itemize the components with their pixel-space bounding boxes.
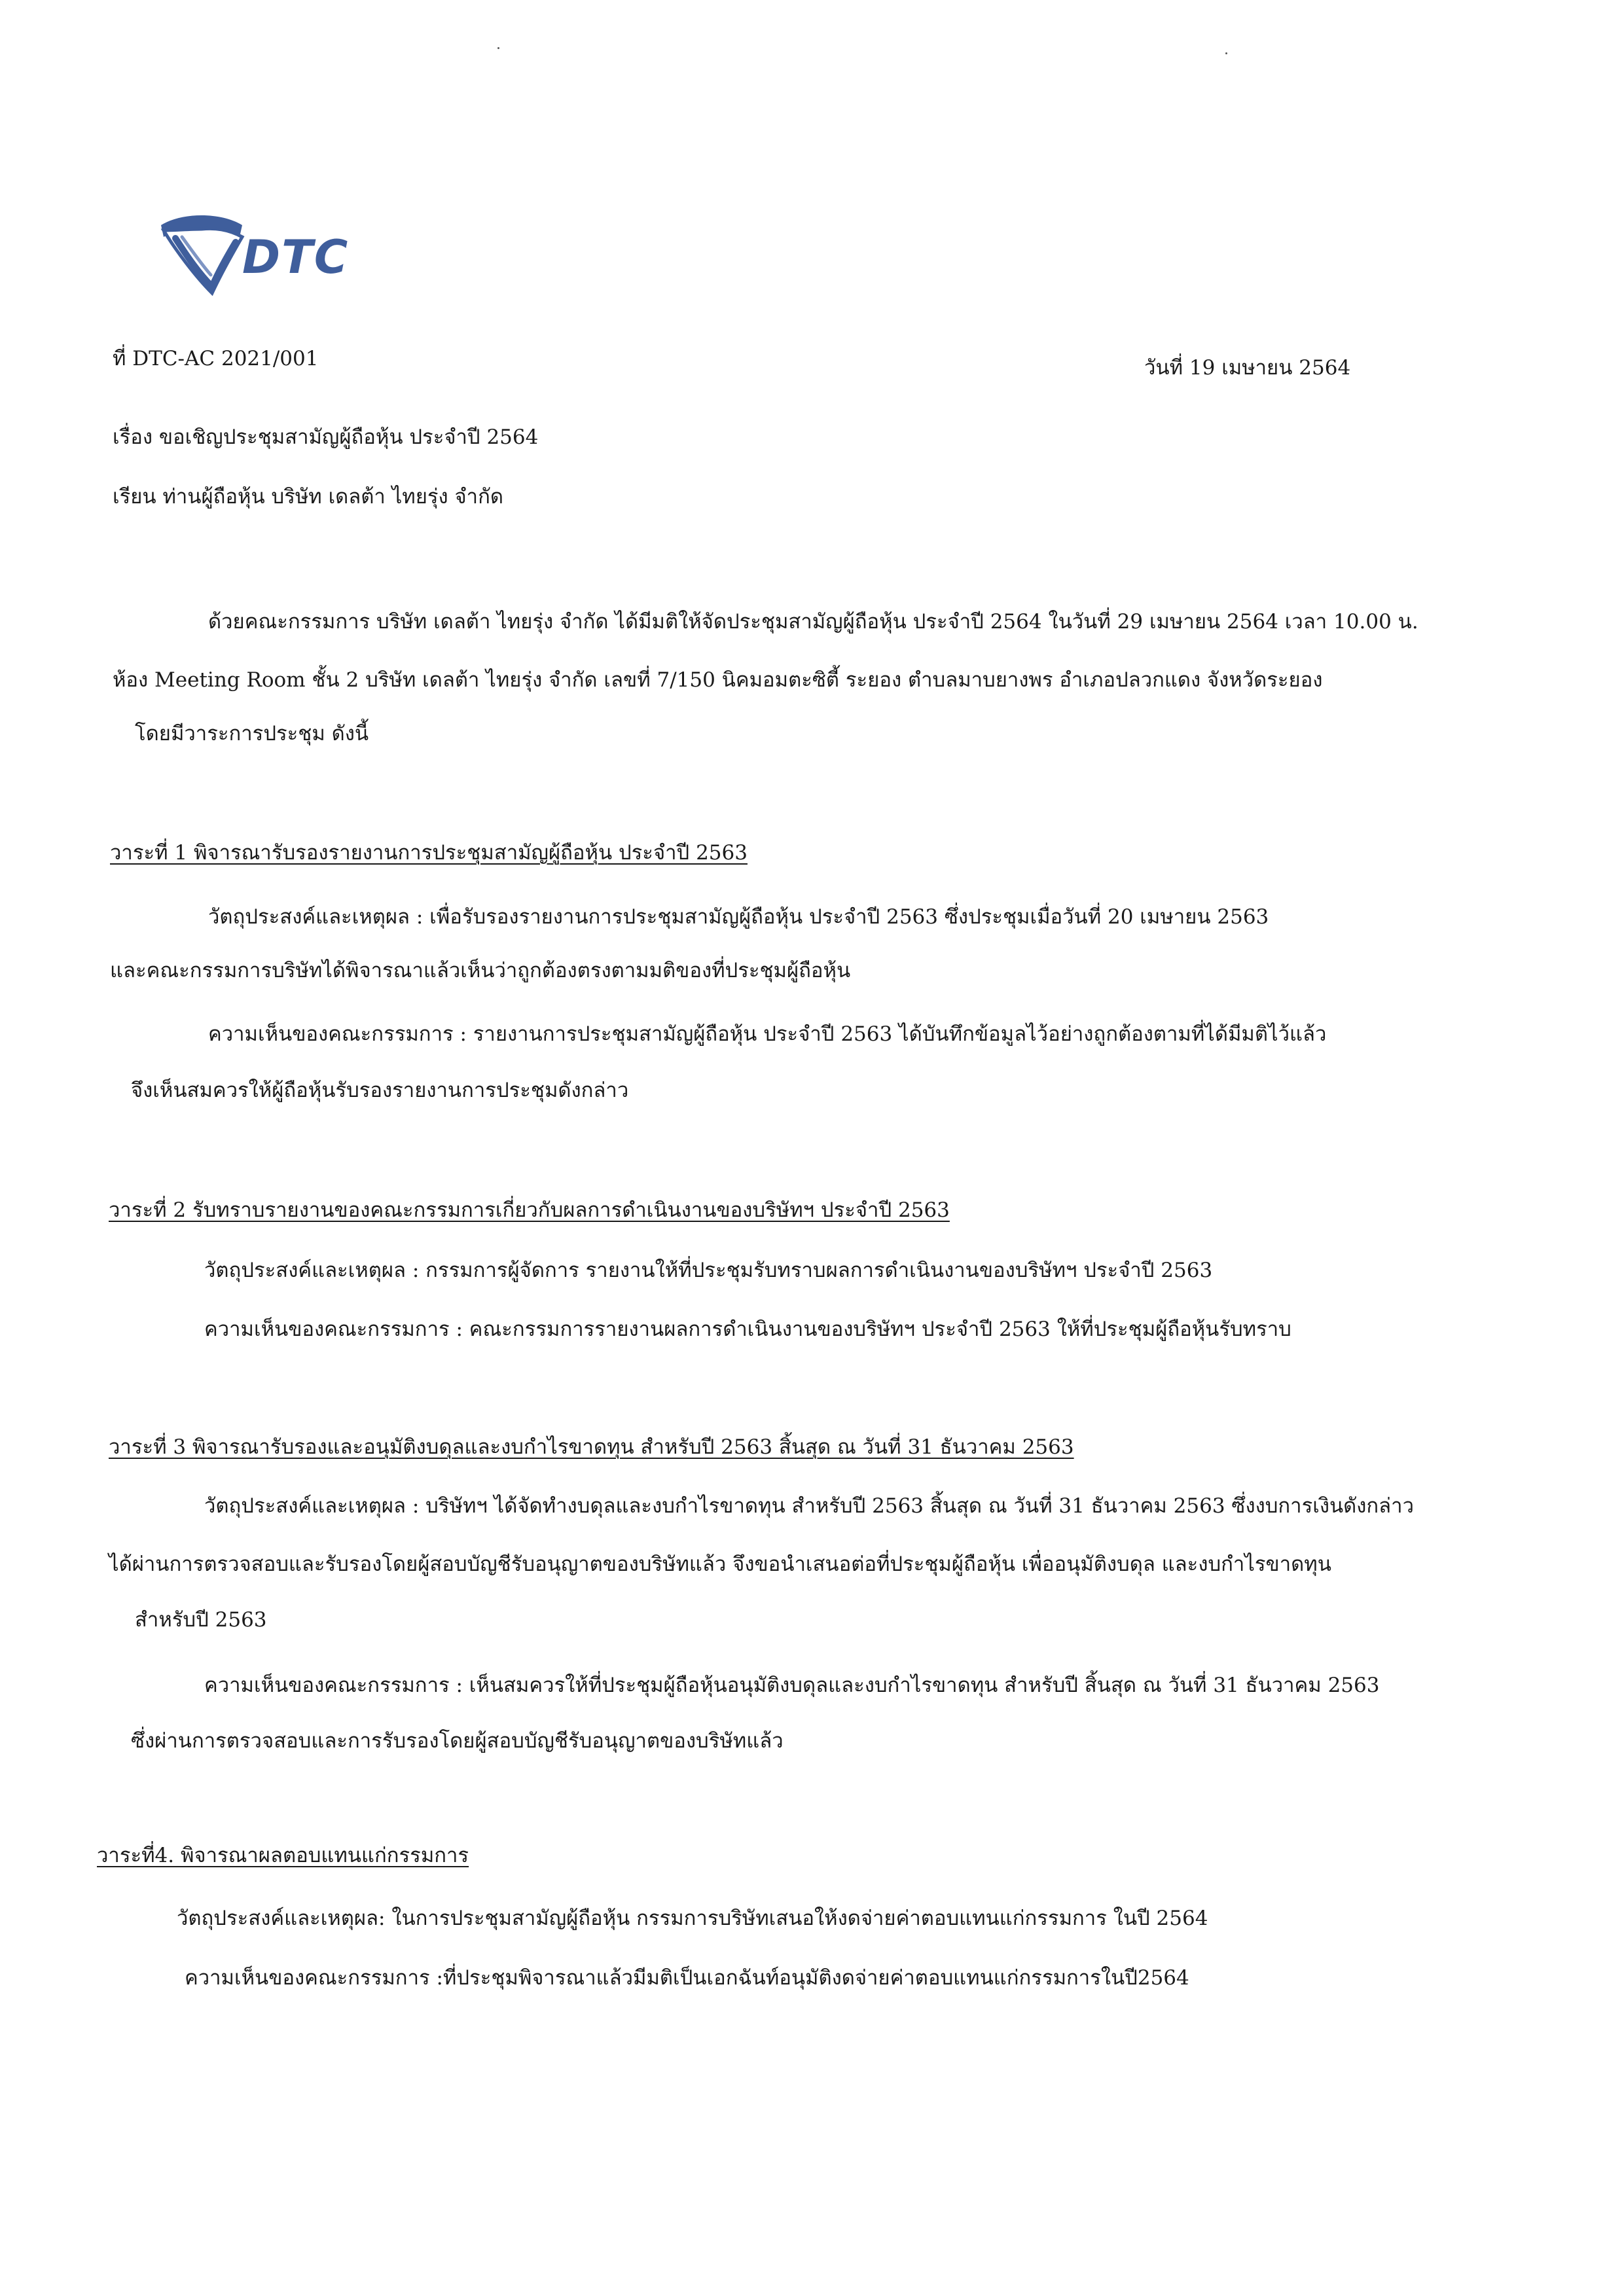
agenda-title: วาระที่ 1 พิจารณารับรองรายงานการประชุมสามัญผู้ถือหุ้น ประจำปี 2563: [110, 841, 748, 865]
agenda-line: ความเห็นของคณะกรรมการ : เห็นสมควรให้ที่ประชุมผู้ถือหุ้นอนุมัติงบดุลและงบกำไรขาดทุน สำหรับปี สิ้นสุด ณ วันที่ 31 ธันวาคม 2563: [204, 1674, 1380, 1697]
agenda-title: วาระที่4. พิจารณาผลตอบแทนแก่กรรมการ: [97, 1844, 469, 1867]
recipient-line: เรียน ท่านผู้ถือหุ้น บริษัท เดลต้า ไทยรุ่ง จำกัด: [113, 485, 503, 509]
agenda-line: สำหรับปี 2563: [135, 1608, 267, 1632]
intro-line: โดยมีวาระการประชุม ดังนี้: [135, 722, 369, 745]
agenda-line: วัตถุประสงค์และเหตุผล: ในการประชุมสามัญผู้ถือหุ้น กรรมการบริษัทเสนอให้งดจ่ายค่าตอบแทนแก่กรรมการ ในปี 2564: [177, 1907, 1208, 1930]
agenda-line: ความเห็นของคณะกรรมการ : คณะกรรมการรายงานผลการดำเนินงานของบริษัทฯ ประจำปี 2563 ให้ที่ประชุมผู้ถือหุ้นรับทราบ: [204, 1318, 1291, 1341]
agenda-line: ความเห็นของคณะกรรมการ : รายงานการประชุมสามัญผู้ถือหุ้น ประจำปี 2563 ได้บันทึกข้อมูลไว้อย่างถูกต้องตามที่ได้มีมติไว้แล้ว: [208, 1022, 1327, 1046]
agenda-line: วัตถุประสงค์และเหตุผล : บริษัทฯ ได้จัดทำงบดุลและงบกำไรขาดทุน สำหรับปี 2563 สิ้นสุด ณ วันที่ 31 ธันวาคม 2563 ซึ่งงบการเงินดังกล่าว: [204, 1494, 1414, 1518]
agenda-title: วาระที่ 2 รับทราบรายงานของคณะกรรมการเกี่ยวกับผลการดำเนินงานของบริษัทฯ ประจำปี 2563: [109, 1198, 950, 1222]
logo-text: DTC: [242, 230, 350, 284]
scan-speck: [1225, 52, 1227, 54]
agenda-line: ซึ่งผ่านการตรวจสอบและการรับรองโดยผู้สอบบัญชีรับอนุญาตของบริษัทแล้ว: [131, 1729, 784, 1753]
agenda-line: วัตถุประสงค์และเหตุผล : เพื่อรับรองรายงานการประชุมสามัญผู้ถือหุ้น ประจำปี 2563 ซึ่งประชุมเมื่อวันที่ 20 เมษายน 2563: [208, 905, 1269, 929]
agenda-line: จึงเห็นสมควรให้ผู้ถือหุ้นรับรองรายงานการประชุมดังกล่าว: [131, 1079, 629, 1102]
reference-number: ที่ DTC-AC 2021/001: [113, 347, 319, 370]
agenda-line: และคณะกรรมการบริษัทได้พิจารณาแล้วเห็นว่าถูกต้องตรงตามมติของที่ประชุมผู้ถือหุ้น: [110, 959, 851, 982]
agenda-line: วัตถุประสงค์และเหตุผล : กรรมการผู้จัดการ รายงานให้ที่ประชุมรับทราบผลการดำเนินงานของบริษัทฯ ประจำปี 2563: [204, 1259, 1213, 1282]
intro-line: ห้อง Meeting Room ชั้น 2 บริษัท เดลต้า ไทยรุ่ง จำกัด เลขที่ 7/150 นิคมอมตะซิตี้ ระยอง ตำบลมาบยางพร อำเภอปลวกแดง จังหวัดระยอง: [113, 668, 1323, 692]
subject-line: เรื่อง ขอเชิญประชุมสามัญผู้ถือหุ้น ประจำปี 2564: [113, 425, 539, 449]
letter-date: วันที่ 19 เมษายน 2564: [1144, 356, 1351, 380]
scan-speck: [497, 47, 499, 49]
intro-line: ด้วยคณะกรรมการ บริษัท เดลต้า ไทยรุ่ง จำกัด ได้มีมติให้จัดประชุมสามัญผู้ถือหุ้น ประจำปี 2564 ในวันที่ 29 เมษายน 2564 เวลา 10.00 น.: [208, 610, 1418, 634]
dtc-logo: [156, 211, 405, 302]
agenda-title: วาระที่ 3 พิจารณารับรองและอนุมัติงบดุลและงบกำไรขาดทุน สำหรับปี 2563 สิ้นสุด ณ วันที่ 31 ธันวาคม 2563: [109, 1435, 1074, 1459]
agenda-line: ได้ผ่านการตรวจสอบและรับรองโดยผู้สอบบัญชีรับอนุญาตของบริษัทแล้ว จึงขอนำเสนอต่อที่ประชุมผู้ถือหุ้น เพื่ออนุมัติงบดุล และงบกำไรขาดทุน: [109, 1552, 1331, 1576]
shield-icon: [156, 211, 247, 302]
agenda-line: ความเห็นของคณะกรรมการ :ที่ประชุมพิจารณาแล้วมีมติเป็นเอกฉันท์อนุมัติงดจ่ายค่าตอบแทนแก่กรรมการในปี2564: [185, 1966, 1189, 1990]
